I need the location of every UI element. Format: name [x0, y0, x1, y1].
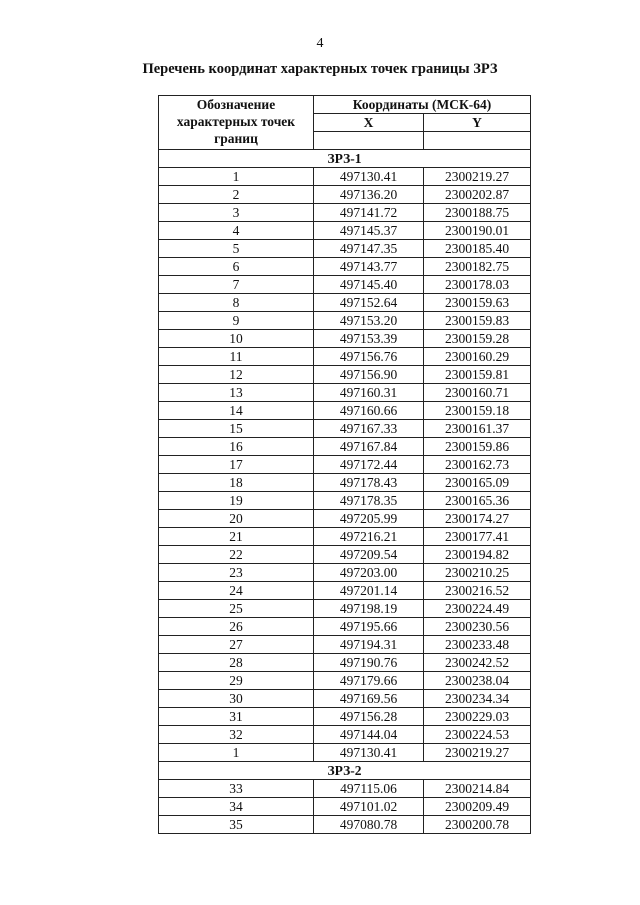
table-header-row	[159, 96, 531, 114]
y-coordinate-cell: 2300200.78	[424, 816, 531, 834]
table-row	[159, 258, 531, 276]
y-coordinate-cell: 2300159.83	[424, 312, 531, 330]
point-id-cell: 25	[159, 600, 314, 618]
table-row	[159, 438, 531, 456]
y-coordinate-cell: 2300229.03	[424, 708, 531, 726]
point-id-cell: 8	[159, 294, 314, 312]
x-coordinate-cell: 497167.33	[314, 420, 424, 438]
x-coordinate-cell: 497153.39	[314, 330, 424, 348]
table-row	[159, 186, 531, 204]
table-row	[159, 618, 531, 636]
point-id-cell: 22	[159, 546, 314, 564]
x-coordinate-cell: 497205.99	[314, 510, 424, 528]
x-coordinate-cell: 497145.37	[314, 222, 424, 240]
point-id-cell: 6	[159, 258, 314, 276]
point-id-cell: 14	[159, 402, 314, 420]
x-column-header: X	[314, 114, 424, 132]
table-row	[159, 654, 531, 672]
table-row	[159, 222, 531, 240]
x-coordinate-cell: 497152.64	[314, 294, 424, 312]
table-row	[159, 420, 531, 438]
point-id-cell: 15	[159, 420, 314, 438]
x-coordinate-cell: 497209.54	[314, 546, 424, 564]
coordinates-table	[158, 95, 531, 834]
x-coordinate-cell: 497169.56	[314, 690, 424, 708]
point-id-cell: 30	[159, 690, 314, 708]
y-coordinate-cell: 2300216.52	[424, 582, 531, 600]
y-coordinate-cell: 2300159.28	[424, 330, 531, 348]
table-row	[159, 564, 531, 582]
point-id-cell: 18	[159, 474, 314, 492]
table-row	[159, 726, 531, 744]
point-id-cell: 17	[159, 456, 314, 474]
x-coordinate-cell: 497130.41	[314, 168, 424, 186]
point-id-cell: 11	[159, 348, 314, 366]
x-coordinate-cell: 497172.44	[314, 456, 424, 474]
table-row	[159, 168, 531, 186]
x-coordinate-cell: 497160.66	[314, 402, 424, 420]
table-row	[159, 330, 531, 348]
zone-header-row	[159, 762, 531, 780]
y-coordinate-cell: 2300159.63	[424, 294, 531, 312]
zone-header-row	[159, 150, 531, 168]
point-id-cell: 13	[159, 384, 314, 402]
y-coordinate-cell: 2300165.36	[424, 492, 531, 510]
zone-name: ЗРЗ-2	[159, 762, 531, 780]
x-coordinate-cell: 497178.43	[314, 474, 424, 492]
table-row	[159, 204, 531, 222]
y-coordinate-cell: 2300159.86	[424, 438, 531, 456]
y-column-header-cell	[424, 132, 531, 150]
x-coordinate-cell: 497203.00	[314, 564, 424, 582]
x-coordinate-cell: 497153.20	[314, 312, 424, 330]
y-coordinate-cell: 2300234.34	[424, 690, 531, 708]
y-coordinate-cell: 2300209.49	[424, 798, 531, 816]
table-row	[159, 708, 531, 726]
point-id-cell: 3	[159, 204, 314, 222]
page-number: 4	[316, 36, 324, 51]
point-id-cell: 7	[159, 276, 314, 294]
point-id-cell: 26	[159, 618, 314, 636]
y-coordinate-cell: 2300224.53	[424, 726, 531, 744]
point-id-cell: 16	[159, 438, 314, 456]
point-id-cell: 21	[159, 528, 314, 546]
y-coordinate-cell: 2300162.73	[424, 456, 531, 474]
table-row	[159, 240, 531, 258]
point-id-cell: 34	[159, 798, 314, 816]
y-coordinate-cell: 2300178.03	[424, 276, 531, 294]
x-coordinate-cell: 497195.66	[314, 618, 424, 636]
y-coordinate-cell: 2300242.52	[424, 654, 531, 672]
y-coordinate-cell: 2300219.27	[424, 744, 531, 762]
y-coordinate-cell: 2300165.09	[424, 474, 531, 492]
table-row	[159, 546, 531, 564]
table-row	[159, 672, 531, 690]
y-coordinate-cell: 2300159.18	[424, 402, 531, 420]
table-row	[159, 816, 531, 834]
table-row	[159, 402, 531, 420]
point-id-cell: 4	[159, 222, 314, 240]
table-row	[159, 636, 531, 654]
point-id-cell: 24	[159, 582, 314, 600]
y-coordinate-cell: 2300182.75	[424, 258, 531, 276]
y-coordinate-cell: 2300233.48	[424, 636, 531, 654]
x-coordinate-cell: 497190.76	[314, 654, 424, 672]
point-id-cell: 29	[159, 672, 314, 690]
y-column-header: Y	[424, 114, 531, 132]
x-column-header-cell	[314, 132, 424, 150]
y-coordinate-cell: 2300190.01	[424, 222, 531, 240]
point-id-cell: 10	[159, 330, 314, 348]
y-coordinate-cell: 2300194.82	[424, 546, 531, 564]
x-coordinate-cell: 497156.90	[314, 366, 424, 384]
table-row	[159, 348, 531, 366]
x-coordinate-cell: 497115.06	[314, 780, 424, 798]
table-row	[159, 510, 531, 528]
point-designation-header: Обозначение характерных точек границ	[159, 96, 314, 150]
zone-name: ЗРЗ-1	[159, 150, 531, 168]
y-coordinate-cell: 2300161.37	[424, 420, 531, 438]
x-coordinate-cell: 497145.40	[314, 276, 424, 294]
point-id-cell: 31	[159, 708, 314, 726]
y-coordinate-cell: 2300202.87	[424, 186, 531, 204]
point-id-cell: 20	[159, 510, 314, 528]
y-coordinate-cell: 2300188.75	[424, 204, 531, 222]
table-row	[159, 798, 531, 816]
x-coordinate-cell: 497160.31	[314, 384, 424, 402]
y-coordinate-cell: 2300230.56	[424, 618, 531, 636]
y-coordinate-cell: 2300224.49	[424, 600, 531, 618]
table-row	[159, 744, 531, 762]
x-coordinate-cell: 497167.84	[314, 438, 424, 456]
table-row	[159, 276, 531, 294]
x-coordinate-cell: 497178.35	[314, 492, 424, 510]
y-coordinate-cell: 2300214.84	[424, 780, 531, 798]
point-id-cell: 1	[159, 744, 314, 762]
x-coordinate-cell: 497144.04	[314, 726, 424, 744]
point-id-cell: 32	[159, 726, 314, 744]
y-coordinate-cell: 2300210.25	[424, 564, 531, 582]
document-title: Перечень координат характерных точек границы ЗРЗ	[142, 61, 498, 77]
point-id-cell: 33	[159, 780, 314, 798]
table-row	[159, 600, 531, 618]
x-coordinate-cell: 497101.02	[314, 798, 424, 816]
table-row	[159, 294, 531, 312]
x-coordinate-cell: 497130.41	[314, 744, 424, 762]
x-coordinate-cell: 497179.66	[314, 672, 424, 690]
table-row	[159, 690, 531, 708]
table-row	[159, 528, 531, 546]
x-coordinate-cell: 497198.19	[314, 600, 424, 618]
x-coordinate-cell: 497194.31	[314, 636, 424, 654]
point-id-cell: 23	[159, 564, 314, 582]
x-coordinate-cell: 497156.76	[314, 348, 424, 366]
y-coordinate-cell: 2300185.40	[424, 240, 531, 258]
x-coordinate-cell: 497216.21	[314, 528, 424, 546]
table-row	[159, 366, 531, 384]
x-coordinate-cell: 497141.72	[314, 204, 424, 222]
point-id-cell: 35	[159, 816, 314, 834]
table-row	[159, 582, 531, 600]
y-coordinate-cell: 2300177.41	[424, 528, 531, 546]
point-id-cell: 9	[159, 312, 314, 330]
y-coordinate-cell: 2300174.27	[424, 510, 531, 528]
point-id-cell: 1	[159, 168, 314, 186]
table-row	[159, 474, 531, 492]
y-coordinate-cell: 2300160.29	[424, 348, 531, 366]
point-id-cell: 2	[159, 186, 314, 204]
coordinates-table-body	[159, 96, 531, 834]
table-row	[159, 780, 531, 798]
y-coordinate-cell: 2300160.71	[424, 384, 531, 402]
x-coordinate-cell: 497156.28	[314, 708, 424, 726]
coordinates-system-header: Координаты (МСК-64)	[314, 96, 531, 114]
point-id-cell: 12	[159, 366, 314, 384]
x-coordinate-cell: 497143.77	[314, 258, 424, 276]
table-row	[159, 492, 531, 510]
x-coordinate-cell: 497136.20	[314, 186, 424, 204]
point-id-cell: 28	[159, 654, 314, 672]
x-coordinate-cell: 497080.78	[314, 816, 424, 834]
y-coordinate-cell: 2300238.04	[424, 672, 531, 690]
x-coordinate-cell: 497201.14	[314, 582, 424, 600]
y-coordinate-cell: 2300219.27	[424, 168, 531, 186]
point-id-cell: 27	[159, 636, 314, 654]
table-row	[159, 456, 531, 474]
table-row	[159, 384, 531, 402]
x-coordinate-cell: 497147.35	[314, 240, 424, 258]
y-coordinate-cell: 2300159.81	[424, 366, 531, 384]
point-id-cell: 19	[159, 492, 314, 510]
point-id-cell: 5	[159, 240, 314, 258]
table-row	[159, 312, 531, 330]
